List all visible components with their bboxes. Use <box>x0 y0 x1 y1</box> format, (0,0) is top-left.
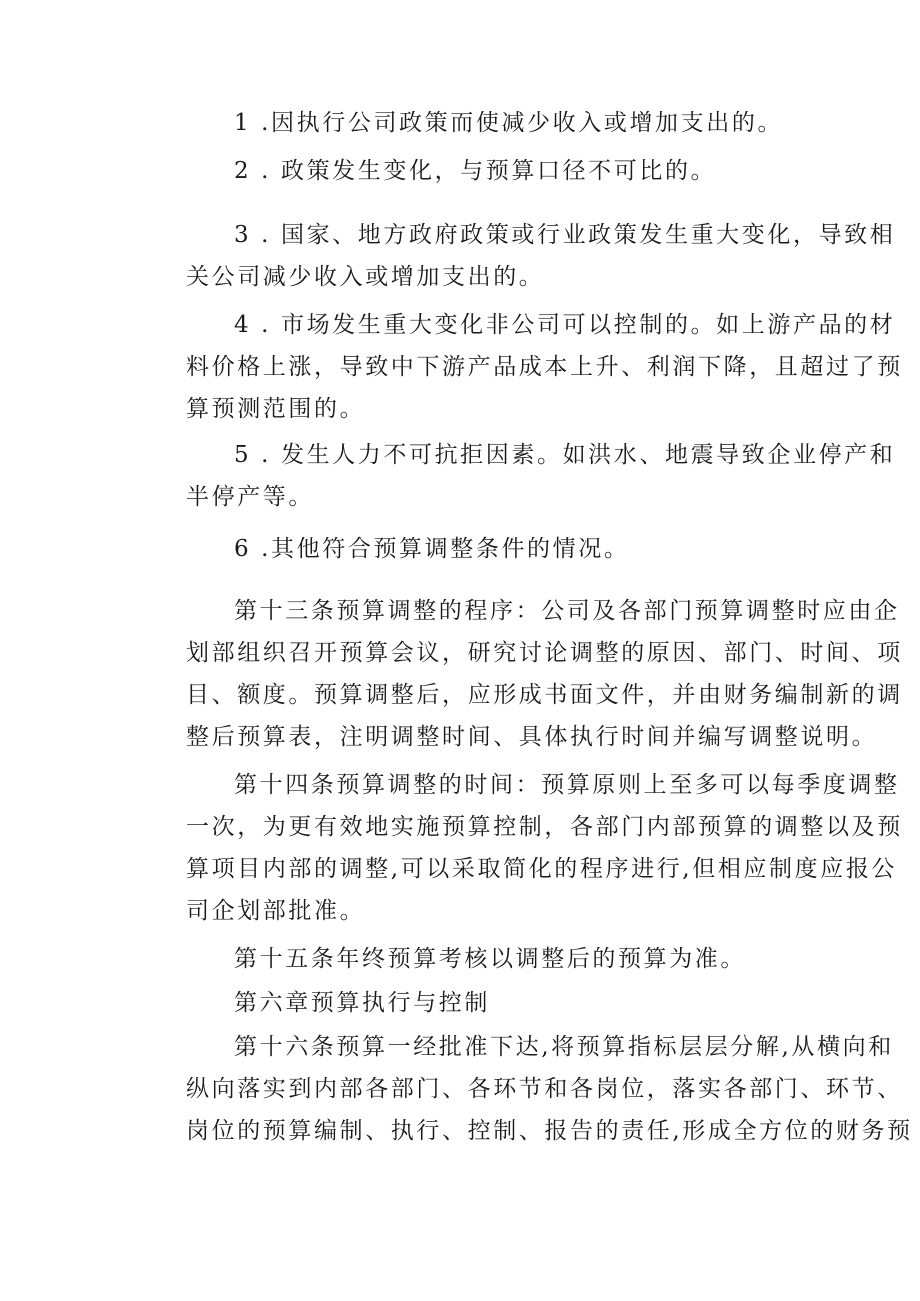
text-line: 司企划部批准。 <box>186 898 366 924</box>
paragraph-item-2 <box>138 150 792 192</box>
text-line: 关公司减少收入或增加支出的。 <box>186 264 545 290</box>
text-line: 5 . 发生人力不可抗拒因素。如洪水、地震导致企业停产和 <box>234 442 896 468</box>
paragraph-article-16 <box>138 1026 913 1152</box>
paragraph-article-15 <box>138 938 792 980</box>
text-line: 算项目内部的调整,可以采取简化的程序进行,但相应制度应报公 <box>186 856 898 882</box>
text-line: 第十三条预算调整的程序：公司及各部门预算调整时应由企 <box>234 598 900 624</box>
text-line: 整后预算表，注明调整时间、具体执行时间并编写调整说明。 <box>186 724 878 750</box>
paragraph-article-14 <box>138 764 903 932</box>
text-line: 6 .其他符合预算调整条件的情况。 <box>234 536 630 562</box>
paragraph-article-13 <box>138 590 903 758</box>
text-line: 3 . 国家、地方政府政策或行业政策发生重大变化，导致相 <box>234 222 896 248</box>
text-line: 目、额度。预算调整后，应形成书面文件，并由财务编制新的调 <box>186 682 903 708</box>
text-line: 料价格上涨，导致中下游产品成本上升、利润下降，且超过了预 <box>186 354 903 380</box>
text-line: 第十四条预算调整的时间：预算原则上至多可以每季度调整 <box>234 772 900 798</box>
text-line: 纵向落实到内部各部门、各环节和各岗位，落实各部门、环节、 <box>186 1076 903 1102</box>
paragraph-item-5 <box>138 434 896 518</box>
paragraph-item-3 <box>138 214 896 298</box>
paragraph-item-6 <box>138 528 792 570</box>
text-line: 第六章预算执行与控制 <box>234 990 490 1016</box>
text-line: 一次，为更有效地实施预算控制，各部门内部预算的调整以及预 <box>186 814 903 840</box>
text-line: 岗位的预算编制、执行、控制、报告的责任,形成全方位的财务预 <box>186 1118 913 1144</box>
text-line: 算预测范围的。 <box>186 396 366 422</box>
text-line: 第十五条年终预算考核以调整后的预算为准。 <box>234 946 746 972</box>
text-line: 第十六条预算一经批准下达,将预算指标层层分解,从横向和 <box>234 1034 894 1060</box>
text-line: 2 . 政策发生变化，与预算口径不可比的。 <box>234 158 717 184</box>
paragraph-item-4 <box>138 304 903 430</box>
text-line: 1 .因执行公司政策而使减少收入或增加支出的。 <box>234 110 784 136</box>
chapter-heading <box>138 982 792 1024</box>
paragraph-item-1 <box>138 102 792 144</box>
text-line: 划部组织召开预算会议，研究讨论调整的原因、部门、时间、项 <box>186 640 903 666</box>
text-line: 半停产等。 <box>186 484 314 510</box>
text-line: 4 . 市场发生重大变化非公司可以控制的。如上游产品的材 <box>234 312 896 338</box>
